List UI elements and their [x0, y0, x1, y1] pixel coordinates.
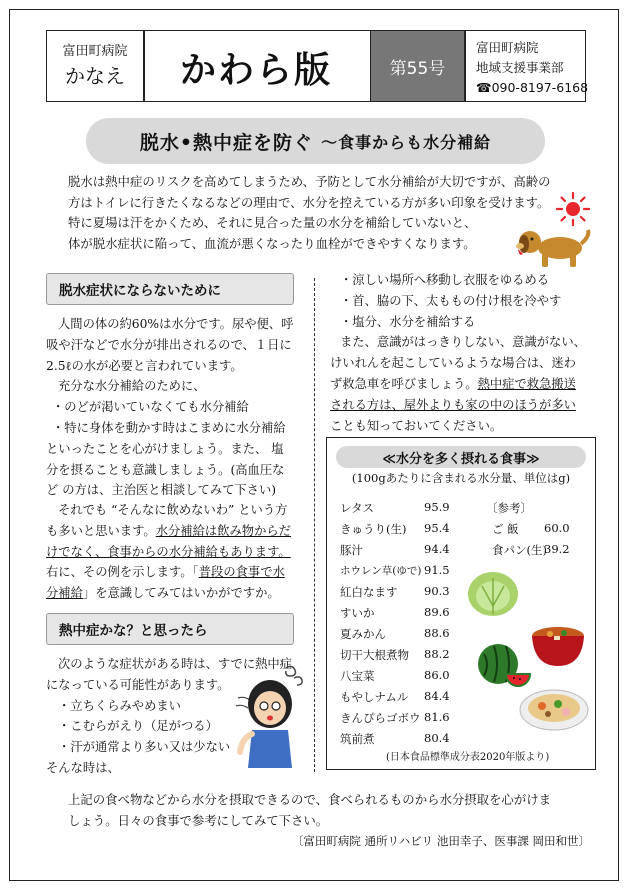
- section-heading-heatstroke: 熱中症かな？と思ったら: [46, 613, 294, 645]
- underlined-text: される方は、屋外よりも家の中のほうが多い: [330, 397, 576, 412]
- intro-line: 体が脱水症状に陥って、血流が悪くなったり血栓ができやすくなります。: [68, 235, 476, 251]
- dog-icon: [512, 222, 592, 270]
- food-item-value: 89.6: [424, 605, 450, 619]
- text-line: 上記の食べ物などから水分を摂取できるので、食べられるものから水分摂取を心がけま: [68, 792, 551, 807]
- food-table-title: ≪水分を多く摂れる食事≫: [336, 446, 586, 468]
- text-line: そんな時は、: [46, 760, 120, 775]
- text-line: 人間の体の約60%は水分です。尿や便、呼: [58, 317, 294, 331]
- dehydration-text: [46, 314, 308, 501]
- column-divider: [314, 278, 315, 772]
- text-line: ど の方は、主治医と相談してみて下さい): [46, 483, 277, 498]
- text-span: ず救急車を呼びましょう。: [330, 376, 478, 391]
- underlined-text: けでなく、食事からの水分補給もあります。: [46, 544, 291, 559]
- food-item-value: 95.9: [424, 500, 450, 514]
- reference-item-value: 60.0: [544, 521, 570, 535]
- text-line: 吸や汗などで水分が排出されるので、１日に: [46, 337, 292, 352]
- issue-number: 第55号: [371, 31, 464, 101]
- text-line: ことも知っておいてください。: [330, 418, 503, 433]
- text-line: 充分な水分補給のために、: [58, 379, 206, 394]
- food-item-value: 90.3: [424, 584, 450, 598]
- food-item-name: 紅白なます: [340, 585, 398, 599]
- underlined-text: 熱中症で救急搬送: [477, 376, 576, 391]
- text-span: 右に、その例を示します。「: [46, 565, 199, 580]
- reference-label: 〔参考〕: [486, 501, 532, 515]
- food-item-value: 91.5: [424, 563, 450, 577]
- reference-item-value: 39.2: [544, 542, 570, 556]
- headline-subtitle: ～食事からも水分補給: [321, 132, 492, 152]
- closing-paragraph: [68, 790, 588, 831]
- dizzy-woman-icon: [226, 664, 310, 768]
- author-credit: 〔富田町病院 通所リハビリ 池田幸子、医事課 岡田和世〕: [291, 834, 590, 848]
- lettuce-icon: [466, 566, 520, 618]
- text-line: ・汗が通常より多い又は少ない: [58, 740, 231, 755]
- text-line: ・涼しい場所へ移動し衣服をゆるめる: [340, 273, 550, 287]
- food-item-value: 88.2: [424, 647, 450, 661]
- food-item-value: 94.4: [424, 542, 450, 556]
- text-line: ・のどが渇いていなくても水分補給: [52, 400, 249, 415]
- publisher-phone: ☎090-8197-6168: [476, 80, 589, 95]
- food-item-name: 豚汁: [340, 543, 363, 557]
- food-item-value: 84.4: [424, 689, 450, 703]
- food-item-value: 86.0: [424, 668, 450, 682]
- food-table-subtitle: (100gあたりに含まれる水分量、単位はg): [351, 471, 571, 485]
- publisher-info: [476, 38, 588, 98]
- text-line: ・こむらがえり（足がつる）: [58, 719, 218, 734]
- intro-line: 特に夏場は汗をかくため、それに見合った量の水分を補給していないと、: [68, 215, 477, 230]
- publisher-hospital: 富田町病院: [476, 40, 539, 55]
- happosai-icon: [518, 680, 590, 732]
- intro-line: 方はトイレに行きたくなるなどの理由で、水分を控えている方が多い印象を受けます。: [68, 194, 550, 210]
- food-item-name: 切干大根煮物: [340, 648, 409, 662]
- newsletter-title: かわら版: [179, 50, 332, 91]
- reference-item-name: 食パン(生): [492, 543, 547, 557]
- underlined-text: 分補給: [46, 586, 83, 601]
- text-line: ・塩分、水分を補給する: [340, 314, 476, 329]
- reference-item-name: ご 飯: [492, 522, 519, 536]
- food-item-value: 95.4: [424, 521, 450, 535]
- food-item-value: 88.6: [424, 626, 450, 640]
- hospital-name: 富田町病院: [62, 44, 128, 59]
- section-heading-dehydration: 脱水症状にならないために: [46, 273, 294, 305]
- food-item-name: 八宝菜: [340, 669, 375, 683]
- food-item-name: レタス: [340, 501, 375, 515]
- publisher-department: 地域支援事業部: [476, 60, 564, 75]
- sun-icon: [556, 192, 590, 226]
- underlined-text: 水分補給は飲み物からだ: [155, 523, 291, 538]
- text-line: ・首、脇の下、太ももの付け根を冷やす: [340, 293, 562, 308]
- food-table-source: (日本食品標準成分表2020年版より): [386, 752, 550, 763]
- miso-soup-icon: [530, 620, 586, 670]
- text-line: といったことを心がけましょう。また、 塩: [46, 441, 284, 456]
- food-item-name: 夏みかん: [340, 627, 386, 641]
- text-line: 次のような症状がある時は、すでに熱中症: [58, 657, 293, 671]
- text-line: しょう。日々の食事で参考にしてみて下さい。: [68, 812, 329, 828]
- headline-title: 脱水•熱中症を防ぐ: [139, 131, 314, 154]
- text-line: 2.5ℓの水が必要と言われています。: [46, 358, 243, 373]
- text-line: 分を摂ることも意識しましょう。(高血圧な: [46, 462, 285, 477]
- food-water-text: [46, 500, 308, 604]
- food-item-name: きゅうり(生): [340, 522, 407, 536]
- intro-paragraph: [68, 172, 568, 254]
- text-line: けいれんを起こしているような場合は、迷わ: [330, 356, 576, 371]
- text-line: になっている可能性があります。: [46, 677, 230, 692]
- headline-banner: [86, 118, 545, 164]
- food-item-name: ホウレン草(ゆで): [340, 565, 422, 577]
- text-span: 」を意識してみてはいかがですか。: [82, 586, 280, 601]
- food-item-name: すいか: [340, 606, 375, 620]
- food-item-name: 筑前煮: [340, 732, 375, 746]
- text-line: ・立ちくらみやめまい: [58, 698, 181, 713]
- food-item-value: 80.4: [424, 731, 450, 745]
- text-line: また、意識がはっきりしない、意識がない、: [340, 335, 586, 350]
- food-item-name: きんぴらゴボウ: [340, 711, 421, 725]
- first-aid-text: [330, 270, 602, 436]
- food-item-name: もやしナムル: [340, 690, 409, 704]
- text-span: も多いと思います。: [46, 523, 156, 538]
- newsletter-nickname: かなえ: [65, 64, 125, 88]
- text-line: それでも “そんなに飲めないわ” という方: [58, 503, 288, 517]
- food-item-value: 81.6: [424, 710, 450, 724]
- text-line: ・特に身体を動かす時はこまめに水分補給: [52, 420, 286, 435]
- underlined-text: 普段の食事で水: [198, 565, 285, 580]
- intro-line: 脱水は熱中症のリスクを高めてしまうため、予防として水分補給が大切ですが、高齢の: [68, 174, 551, 189]
